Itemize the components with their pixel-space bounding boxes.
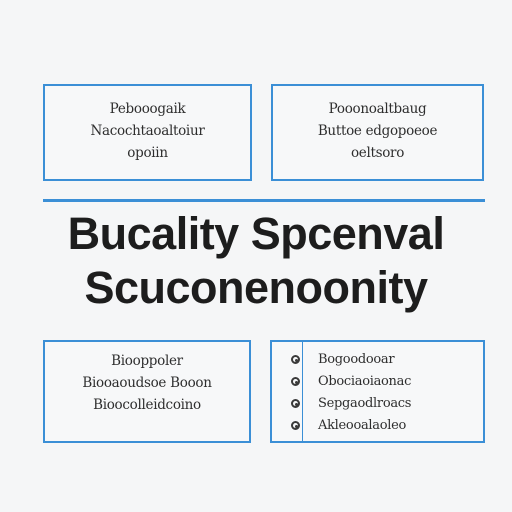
- headline-divider: [43, 199, 485, 202]
- list-item: [318, 414, 406, 436]
- panel-line: Nacochtaoaltoiur: [90, 123, 205, 139]
- panel-text-block: [45, 350, 249, 416]
- list-item-label: Bogoodooar: [318, 351, 395, 367]
- bullet-icon: [291, 421, 300, 430]
- list-item: [318, 392, 411, 414]
- panel-line: Pooonoaltbaug: [328, 101, 427, 117]
- panel-line: Buttoe edgopoeoe: [317, 123, 438, 139]
- panel-line: opoiin: [127, 145, 168, 161]
- bullet-icon: [291, 355, 300, 364]
- panel-line: Bioocolleidcoino: [93, 397, 201, 413]
- panel-line: Pebooogaik: [109, 101, 186, 117]
- list-item-label: Obociaoiaonac: [318, 373, 412, 389]
- headline-subtitle: Scuconenoonity: [84, 262, 428, 313]
- panel-line: Biooaoudsoe Booon: [82, 375, 212, 391]
- info-panel-bottom-right: [270, 340, 485, 443]
- list-item-label: Sepgaodlroacs: [318, 395, 412, 411]
- list-item-label: Akleooalaoleo: [318, 417, 407, 433]
- panel-text-block: [45, 98, 250, 164]
- list-item: [318, 348, 394, 370]
- bullet-icon: [291, 377, 300, 386]
- headline-title: Bucality Spcenval: [67, 208, 445, 259]
- info-panel-top-left: [43, 84, 252, 181]
- list-item: [318, 370, 411, 392]
- info-panel-top-right: [271, 84, 484, 181]
- panel-text-block: [273, 98, 482, 164]
- bullet-icon: [291, 399, 300, 408]
- info-panel-bottom-left: [43, 340, 251, 443]
- panel-line: Biooppoler: [111, 353, 183, 369]
- list-divider: [302, 342, 303, 441]
- panel-line: oeltsoro: [350, 145, 405, 161]
